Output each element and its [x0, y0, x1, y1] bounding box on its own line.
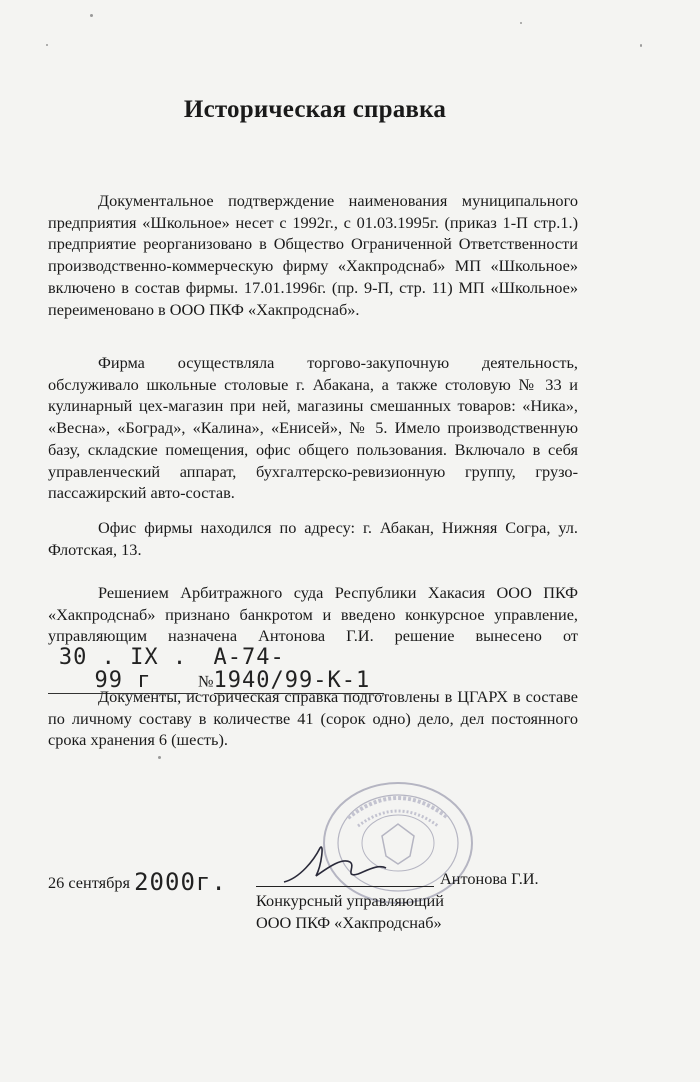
signing-date-printed: 26 сентября [48, 873, 131, 892]
signing-date [48, 866, 227, 894]
paragraph-activity [48, 352, 578, 504]
signature-line [256, 886, 434, 887]
signer-title [256, 890, 444, 934]
scan-speck [46, 44, 48, 46]
paragraph-documents-text: Документы, историческая справка подготовлены в ЦГАРХ в составе по личному составу в количестве 41 (сорок одно) дело, дел постоянного срока хранения 6 (шесть). [48, 687, 578, 750]
handwritten-case-number: А-74-1940/99-К-1 [213, 645, 371, 693]
handwritten-decision-date: 30 . IX . 99 г [58, 645, 188, 693]
paragraph-address-text: Офис фирмы находился по адресу: г. Абакан, Нижняя Согра, ул. Флотская, 13. [48, 518, 578, 559]
paragraph-court-text: Решением Арбитражного суда Республики Хакасия ООО ПКФ «Хакпродснаб» признано банкротом и введено конкурсное управление, управляющим назначена Антонова Г.И. решение вынесено от [48, 583, 578, 646]
paragraph-history-text: Документальное подтверждение наименования муниципального предприятия «Школьное» несет с 1992г., с 01.03.1995г. (приказ 1-П стр.1.) предприятие реорганизовано в Общество Ограниченной Ответственности производственно-коммерческую фирму «Хакпродснаб» МП «Школьное» включено в состав фирмы. 17.01.1996г. (пр. 9-П, стр. 11) МП «Школьное» переименовано в ООО ПКФ «Хакпродснаб». [48, 191, 578, 319]
signer-title-line-1: Конкурсный управляющий [256, 891, 444, 910]
paragraph-history [48, 190, 578, 320]
scan-speck [158, 756, 161, 759]
scan-speck [640, 44, 642, 47]
handwritten-signature-icon [280, 840, 390, 890]
paragraph-court-decision [48, 582, 578, 694]
paragraph-documents [48, 686, 578, 751]
signer-title-line-2: ООО ПКФ «Хакпродснаб» [256, 913, 442, 932]
scan-speck [90, 14, 93, 17]
paragraph-activity-text: Фирма осуществляла торгово-закупочную деятельность, обслуживало школьные столовые г. Абакана, а также столовую № 33 и кулинарный цех-магазин при ней, магазины смешанных товаров: «Ника», «Весна», «Боград», «Калина», «Енисей», № 5. Имело производственную базу, складские помещения, офис общего пользования. Включало в себя управленческий аппарат, бухгалтерско-ревизионную группу, грузо-пассажирский авто-состав. [48, 353, 578, 503]
scan-speck [520, 22, 522, 24]
document-title: Историческая справка [183, 96, 447, 123]
signer-name: Антонова Г.И. [440, 869, 539, 888]
paragraph-address [48, 517, 578, 560]
number-sign: № [198, 671, 214, 691]
signing-date-handwritten: 2000г. [134, 868, 227, 896]
